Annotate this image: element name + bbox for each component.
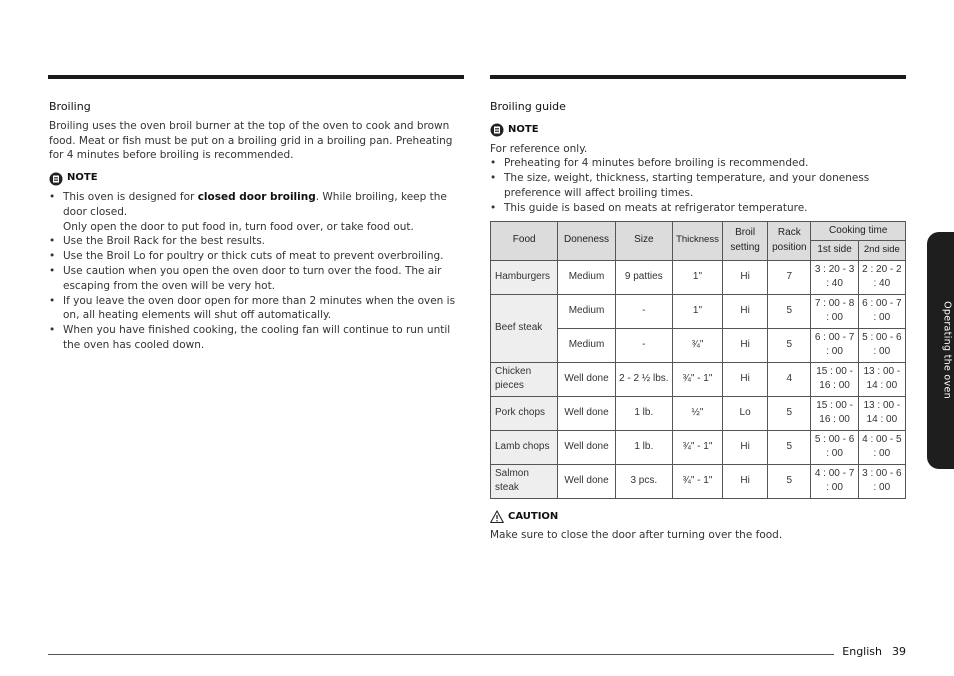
cell-doneness: Medium	[558, 328, 615, 362]
broiling-intro: Broiling uses the oven broil burner at the top of the oven to cook and brown food. Meat or fish must be put on a broiling grid in a broiling pan. Preheating for 4 minutes before broiling is recommended.	[49, 119, 453, 162]
cell-broil: Hi	[722, 328, 767, 362]
table-row	[491, 294, 906, 328]
cell-rack: 4	[768, 362, 811, 396]
table-row	[491, 464, 906, 498]
cell-doneness: Well done	[558, 396, 615, 430]
cell-second-side: 2 : 20 - 2 : 40	[858, 260, 905, 294]
cell-second-side: 4 : 00 - 5 : 00	[858, 430, 905, 464]
cell-food: Lamb chops	[491, 430, 558, 464]
cell-food: Chicken pieces	[491, 362, 558, 396]
footer-language: English	[842, 645, 882, 658]
bullet-text: This oven is designed for	[63, 190, 198, 203]
cell-broil: Lo	[722, 396, 767, 430]
cell-rack: 7	[768, 260, 811, 294]
footer-rule	[48, 654, 834, 655]
cell-second-side: 5 : 00 - 6 : 00	[858, 328, 905, 362]
right-column	[490, 100, 906, 543]
broiling-guide-table	[490, 221, 906, 499]
cell-doneness: Medium	[558, 260, 615, 294]
cell-food: Salmon steak	[491, 464, 558, 498]
cell-rack: 5	[768, 430, 811, 464]
header-thickness: Thickness	[672, 221, 722, 260]
cell-broil: Hi	[722, 294, 767, 328]
note-label: NOTE	[67, 172, 98, 184]
cell-size: -	[615, 328, 672, 362]
header-doneness: Doneness	[558, 221, 615, 260]
cell-doneness: Medium	[558, 294, 615, 328]
cell-second-side: 13 : 00 - 14 : 00	[858, 362, 905, 396]
list-item: • Use the Broil Rack for the best results.	[49, 234, 461, 249]
cell-thickness: 1"	[672, 260, 722, 294]
cell-thickness: ¾" - 1"	[672, 430, 722, 464]
cell-first-side: 15 : 00 - 16 : 00	[811, 396, 858, 430]
header-cooking-time: Cooking time	[811, 221, 906, 241]
cell-thickness: ½"	[672, 396, 722, 430]
list-item: • The size, weight, thickness, starting temperature, and your doneness preference will affect broiling times.	[490, 171, 906, 201]
cell-broil: Hi	[722, 260, 767, 294]
cell-first-side: 6 : 00 - 7 : 00	[811, 328, 858, 362]
cell-broil: Hi	[722, 464, 767, 498]
cell-broil: Hi	[722, 430, 767, 464]
table-row	[491, 396, 906, 430]
header-size: Size	[615, 221, 672, 260]
note-list	[490, 156, 906, 215]
cell-rack: 5	[768, 464, 811, 498]
chapter-side-tab-label: Operating the oven	[941, 301, 953, 399]
section-heading-broiling-guide: Broiling guide	[490, 100, 566, 113]
cell-second-side: 13 : 00 - 14 : 00	[858, 396, 905, 430]
list-item: • Preheating for 4 minutes before broiling is recommended.	[490, 156, 906, 171]
header-food: Food	[491, 221, 558, 260]
cell-first-side: 7 : 00 - 8 : 00	[811, 294, 858, 328]
cell-size: 1 lb.	[615, 396, 672, 430]
cell-food: Pork chops	[491, 396, 558, 430]
cell-thickness: ¾" - 1"	[672, 362, 722, 396]
page-footer	[842, 645, 906, 658]
list-item	[49, 190, 461, 234]
list-item: • Use the Broil Lo for poultry or thick cuts of meat to prevent overbroiling.	[49, 249, 461, 264]
header-broil-setting: Broil setting	[722, 221, 767, 260]
cell-size: 2 - 2 ½ lbs.	[615, 362, 672, 396]
chapter-side-tab	[927, 232, 954, 469]
table-row	[491, 260, 906, 294]
list-item: • This guide is based on meats at refrigerator temperature.	[490, 201, 906, 216]
cell-food: Beef steak	[491, 294, 558, 362]
caution-text: Make sure to close the door after turning over the food.	[490, 529, 783, 542]
cell-size: 9 patties	[615, 260, 672, 294]
cell-first-side: 15 : 00 - 16 : 00	[811, 362, 858, 396]
cell-broil: Hi	[722, 362, 767, 396]
caution-triangle-icon	[490, 510, 504, 524]
header-rack-position: Rack position	[768, 221, 811, 260]
cell-doneness: Well done	[558, 362, 615, 396]
bullet-extra: Only open the door to put food in, turn food over, or take food out.	[63, 220, 414, 233]
right-top-rule	[490, 75, 906, 79]
cell-thickness: ¾" - 1"	[672, 464, 722, 498]
header-first-side: 1st side	[811, 241, 858, 261]
cell-size: 3 pcs.	[615, 464, 672, 498]
cell-thickness: ¾"	[672, 328, 722, 362]
table-row	[491, 430, 906, 464]
cell-second-side: 6 : 00 - 7 : 00	[858, 294, 905, 328]
list-item: • When you have finished cooking, the cooling fan will continue to run until the oven has cooled down.	[49, 323, 461, 353]
section-heading-broiling: Broiling	[49, 100, 91, 113]
cell-second-side: 3 : 00 - 6 : 00	[858, 464, 905, 498]
cell-first-side: 3 : 20 - 3 : 40	[811, 260, 858, 294]
note-icon	[490, 123, 504, 137]
cell-rack: 5	[768, 396, 811, 430]
note-list	[49, 190, 461, 353]
cell-food: Hamburgers	[491, 260, 558, 294]
cell-first-side: 4 : 00 - 7 : 00	[811, 464, 858, 498]
cell-doneness: Well done	[558, 430, 615, 464]
cell-rack: 5	[768, 294, 811, 328]
cell-rack: 5	[768, 328, 811, 362]
left-column	[49, 100, 461, 353]
note-header	[490, 123, 906, 138]
cell-thickness: 1"	[672, 294, 722, 328]
list-item: • Use caution when you open the oven door to turn over the food. The air escaping from the oven will be very hot.	[49, 264, 461, 294]
note-intro: For reference only.	[490, 142, 588, 155]
page-number: 39	[892, 645, 906, 658]
note-header	[49, 171, 461, 186]
note-icon	[49, 172, 63, 186]
cell-size: 1 lb.	[615, 430, 672, 464]
list-item: • If you leave the oven door open for more than 2 minutes when the oven is on, all heating elements will shut off automatically.	[49, 294, 461, 324]
table-row	[491, 362, 906, 396]
left-top-rule	[48, 75, 464, 79]
cell-size: -	[615, 294, 672, 328]
note-label: NOTE	[508, 123, 539, 135]
bullet-text: . While broiling, keep the door closed.	[63, 190, 447, 218]
cell-doneness: Well done	[558, 464, 615, 498]
caution-label: CAUTION	[508, 510, 559, 522]
header-second-side: 2nd side	[858, 241, 905, 261]
cell-first-side: 5 : 00 - 6 : 00	[811, 430, 858, 464]
bullet-emphasis: closed door broiling	[197, 190, 316, 203]
table-header-row	[491, 221, 906, 241]
caution-header	[490, 510, 906, 525]
